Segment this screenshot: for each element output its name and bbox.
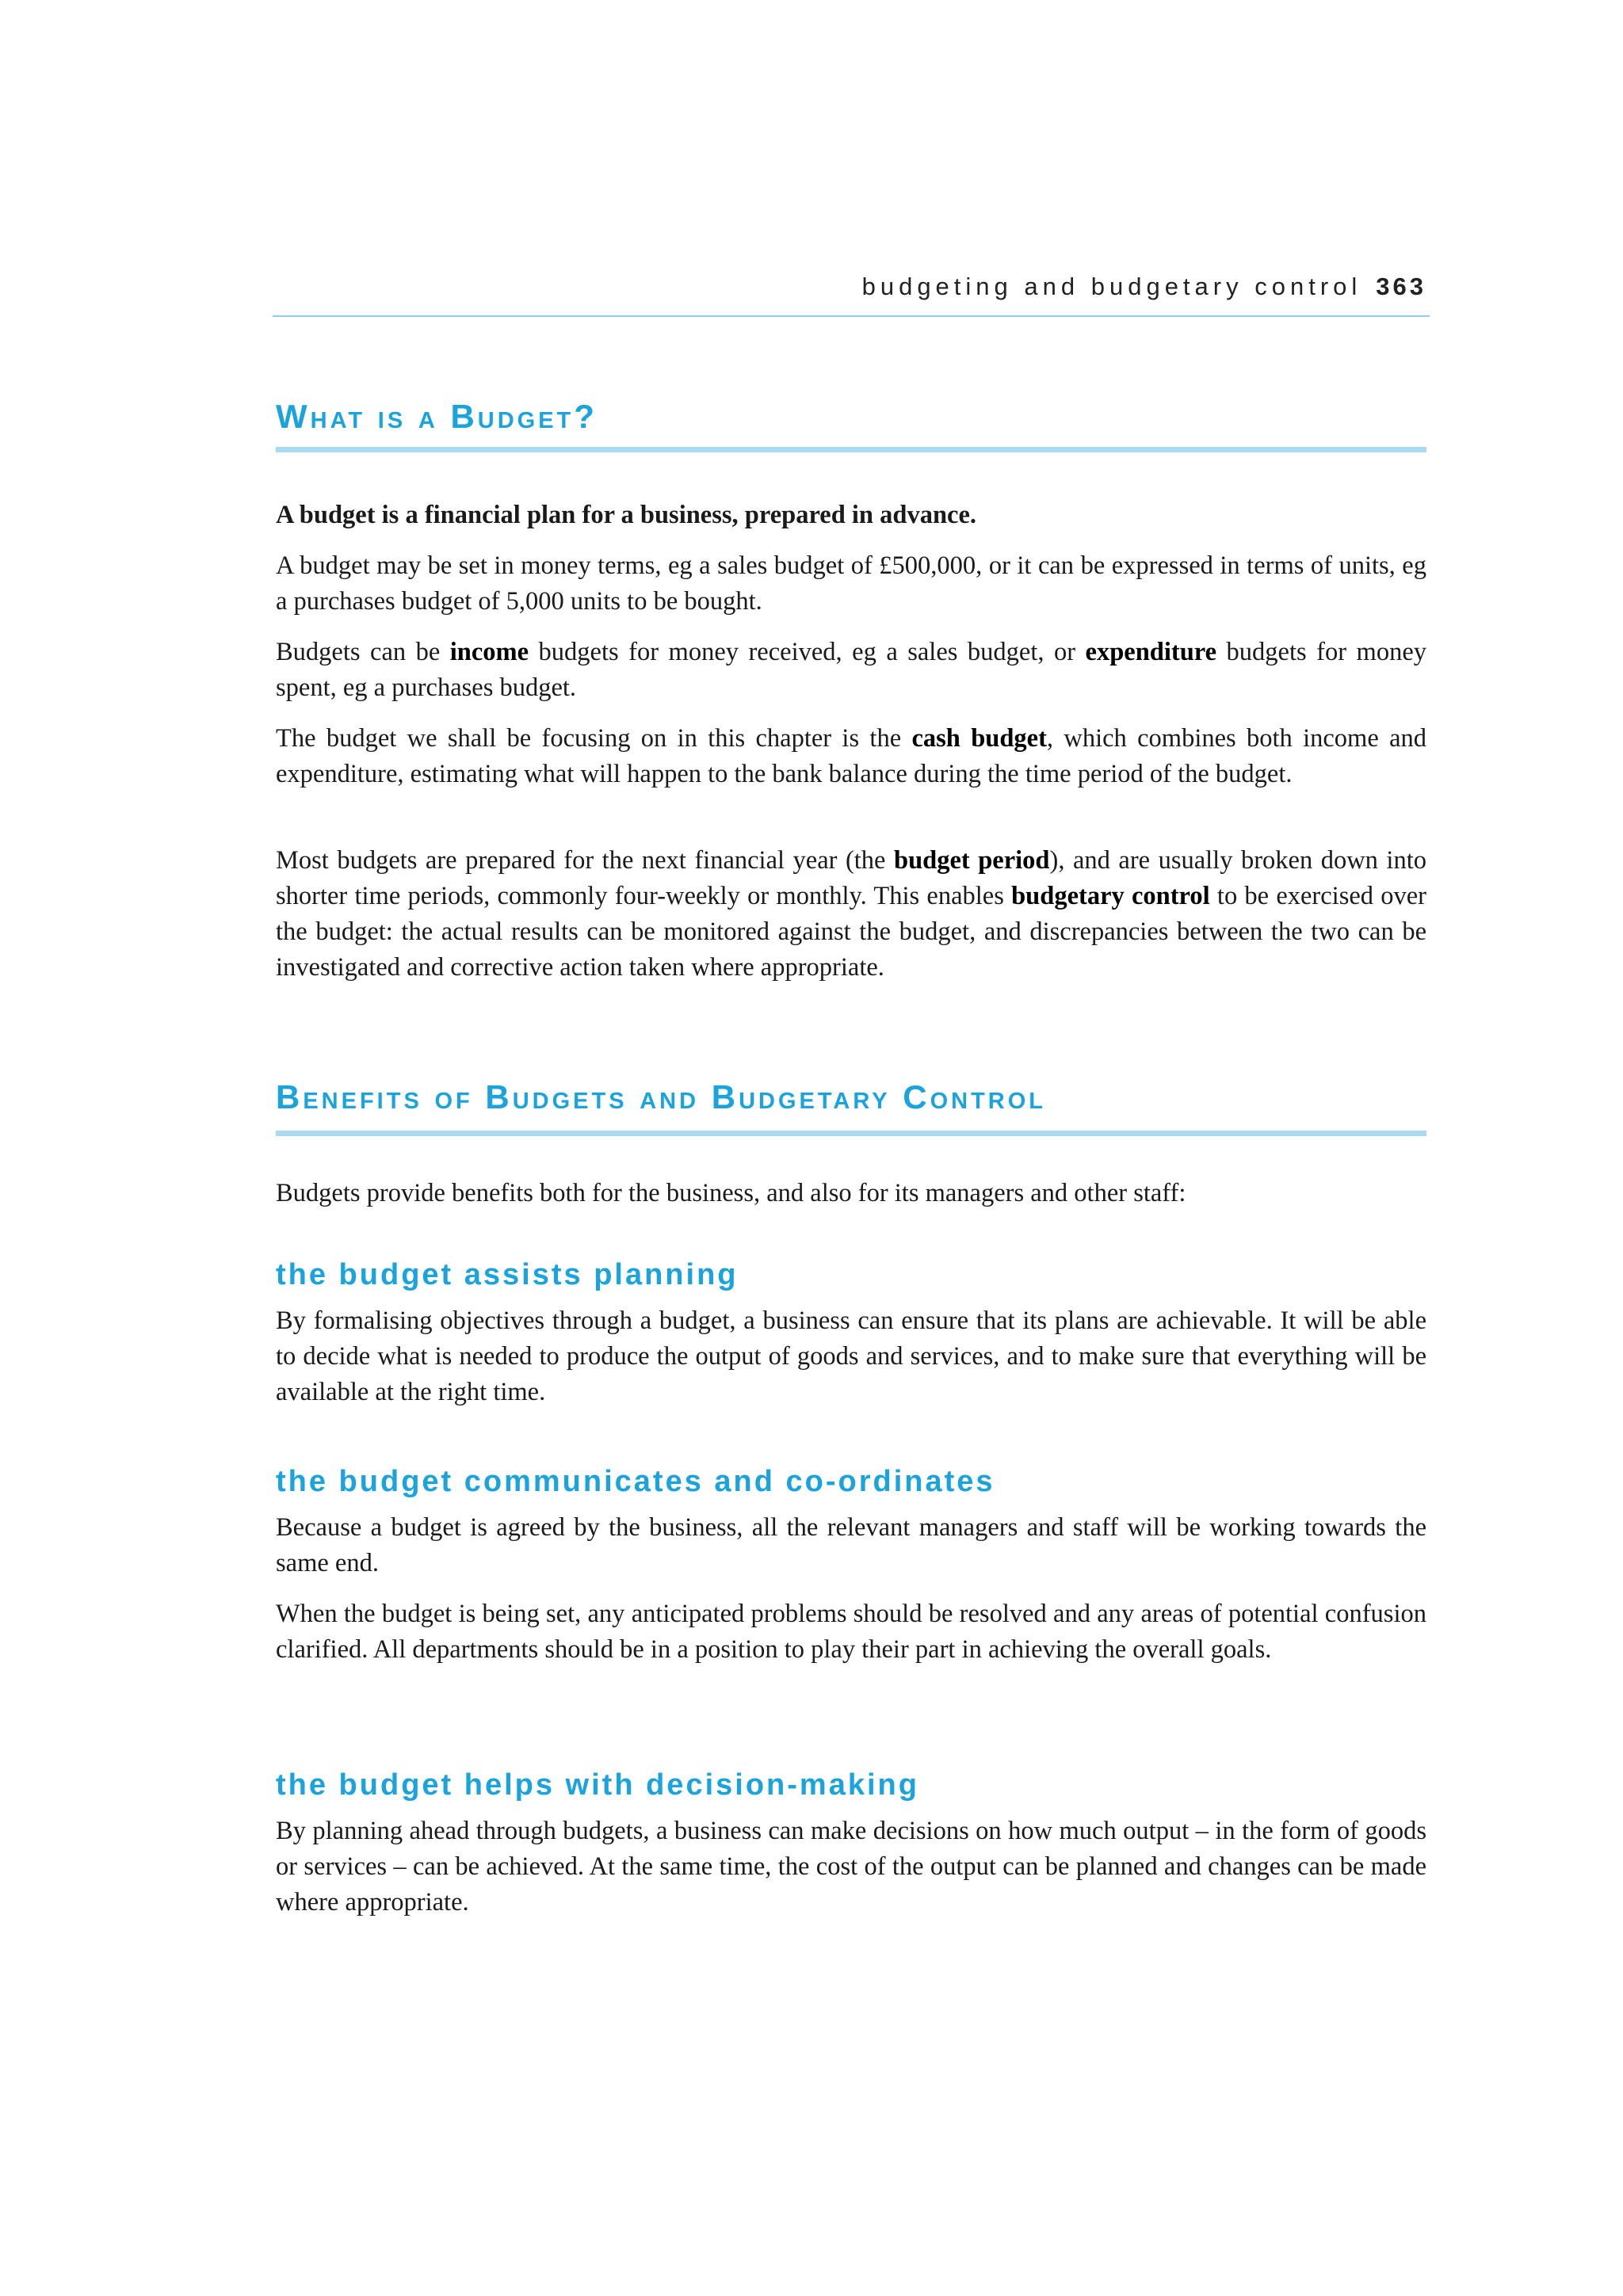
term-income: income bbox=[449, 638, 529, 666]
header-rule bbox=[273, 315, 1430, 317]
section-title-benefits: Benefits of Budgets and Budgetary Control bbox=[276, 1078, 1046, 1116]
term-budget-period: budget period bbox=[894, 846, 1050, 875]
text-run: The budget we shall be focusing on in this chapter is the bbox=[276, 724, 912, 753]
paragraph-decision-making: By planning ahead through budgets, a business can make decisions on how much output – in the form of goods or services – can be achieved. At the same time, the cost of the output can be planned and changes can be made where appropriate. bbox=[276, 1817, 1426, 1917]
section-rule-1 bbox=[276, 447, 1426, 452]
lead-definition: A budget is a financial plan for a business, prepared in advance. bbox=[276, 501, 977, 529]
paragraph-communicates-2: When the budget is being set, any anticipated problems should be resolved and any areas of potential confusion clarified. All departments should be in a position to play their part in achieving the overall goals. bbox=[276, 1600, 1426, 1664]
paragraph-communicates-1: Because a budget is agreed by the business, all the relevant managers and staff will be working towards the same end. bbox=[276, 1513, 1426, 1577]
section-rule-2 bbox=[276, 1131, 1426, 1136]
text-run: budgets for money received, eg a sales budget, or bbox=[529, 638, 1086, 666]
subheading-communicates: the budget communicates and co-ordinates bbox=[276, 1465, 995, 1498]
text-run: Most budgets are prepared for the next financial year (the bbox=[276, 846, 894, 875]
text-run: ), and are usually broken down into shorter time periods, commonly four-weekly or monthly. This enables bbox=[276, 846, 1426, 910]
page-number: 363 bbox=[1376, 273, 1426, 300]
term-expenditure: expenditure bbox=[1085, 638, 1217, 666]
text-run: to be exercised over the budget: the actual results can be monitored against the budget, and discrepancies between the two can be investigated and corrective action taken where appropriate. bbox=[276, 882, 1426, 982]
paragraph-cash-budget bbox=[276, 721, 1426, 792]
subheading-assists-planning: the budget assists planning bbox=[276, 1258, 739, 1291]
paragraph-budget-period bbox=[276, 843, 1426, 986]
term-budgetary-control: budgetary control bbox=[1011, 882, 1210, 910]
section-title-what-is-a-budget: What is a Budget? bbox=[276, 398, 598, 435]
text-run: budgets for money spent, eg a purchases budget. bbox=[276, 638, 1426, 702]
running-header bbox=[276, 273, 1426, 301]
text-run: , which combines both income and expenditure, estimating what will happen to the bank balance during the time period of the budget. bbox=[276, 724, 1426, 788]
text-run: Budgets can be bbox=[276, 638, 450, 666]
paragraph-income-expenditure bbox=[276, 635, 1426, 706]
paragraph-planning: By formalising objectives through a budget, a business can ensure that its plans are achievable. It will be able to decide what is needed to produce the output of goods and services, and to make sure that everything will be available at the right time. bbox=[276, 1306, 1426, 1406]
subheading-decision-making: the budget helps with decision-making bbox=[276, 1768, 919, 1802]
term-cash-budget: cash budget bbox=[911, 724, 1047, 753]
running-title: budgeting and budgetary control bbox=[861, 273, 1362, 300]
paragraph-money-terms: A budget may be set in money terms, eg a sales budget of £500,000, or it can be expressed in terms of units, eg a purchases budget of 5,000 units to be bought. bbox=[276, 551, 1426, 616]
paragraph-benefits-intro: Budgets provide benefits both for the business, and also for its managers and other staff: bbox=[276, 1179, 1186, 1207]
